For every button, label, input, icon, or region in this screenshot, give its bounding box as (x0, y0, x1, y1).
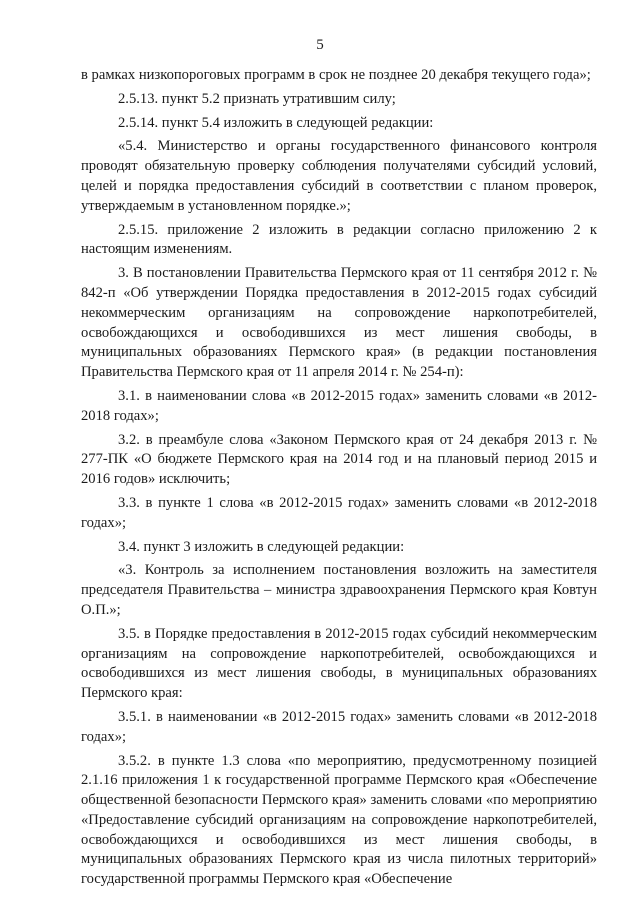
paragraph-quote-5-4: «5.4. Министерство и органы государственного финансового контроля проводят обязательную проверку соблюдения получателями субсидий условий, целей и порядка предоставления субсидий в соответствии с планом проверок, утверждаемым в установленном порядке.»; (81, 138, 597, 214)
paragraph-continuation: в рамках низкопороговых программ в срок не позднее 20 декабря текущего года»; (81, 67, 591, 83)
paragraph-3-3: 3.3. в пункте 1 слова «в 2012-2015 годах» заменить словами «в 2012-2018 годах»; (81, 494, 597, 531)
paragraph-quote-3: «3. Контроль за исполнением постановления возложить на заместителя председателя Правительства – министра здравоохранения Пермского края Ковтун О.П.»; (81, 562, 597, 618)
paragraph-2-5-15: 2.5.15. приложение 2 изложить в редакции согласно приложению 2 к настоящим изменениям. (81, 221, 597, 258)
paragraph-2-5-14: 2.5.14. пункт 5.4 изложить в следующей редакции: (118, 114, 434, 131)
paragraph-3-1: 3.1. в наименовании слова «в 2012-2015 годах» заменить словами «в 2012-2018 годах»; (81, 387, 597, 424)
paragraph-3-5: 3.5. в Порядке предоставления в 2012-2015 годах субсидий некоммерческим организациям на сопровождение наркопотребителей, освобождающихся и освободившихся из мест лишения свободы, в муниципальных образованиях Пермского края: (81, 625, 597, 702)
paragraph-3-2: 3.2. в преамбуле слова «Законом Пермского края от 24 декабря 2013 г. № 277-ПК «О бюджете Пермского края на 2014 год и на плановый период 2015 и 2016 годов» исключить; (81, 431, 597, 488)
paragraph-3-5-1: 3.5.1. в наименовании «в 2012-2015 годах» заменить словами «в 2012-2018 годах»; (81, 708, 597, 745)
paragraph-2-5-13: 2.5.13. пункт 5.2 признать утратившим силу; (118, 90, 396, 107)
page-number: 5 (316, 37, 324, 53)
paragraph-3: 3. В постановлении Правительства Пермского края от 11 сентября 2012 г. № 842-п «Об утверждении Порядка предоставления в 2012-2015 годах субсидий некоммерческим организациям на сопровождение наркопотребителей, освобождающихся и освободившихся из мест лишения свободы, в муниципальных образованиях Пермского края» (в редакции постановления Правительства Пермского края от 11 апреля 2014 г. № 254-п): (81, 265, 597, 381)
paragraph-3-5-2: 3.5.2. в пункте 1.3 слова «по мероприятию, предусмотренному позицией 2.1.16 приложения 1 к государственной программе Пермского края «Обеспечение общественной безопасности Пермского края» заменить словами «по мероприятию «Предоставление субсидий организациям на сопровождение наркопотребителей, освобождающихся и освободившихся из мест лишения свободы, в муниципальных образованиях Пермского края из числа пилотных территорий» государственной программы Пермского края «Обеспечение (81, 752, 597, 888)
document-body (81, 66, 597, 894)
paragraph-3-4: 3.4. пункт 3 изложить в следующей редакции: (118, 538, 405, 555)
